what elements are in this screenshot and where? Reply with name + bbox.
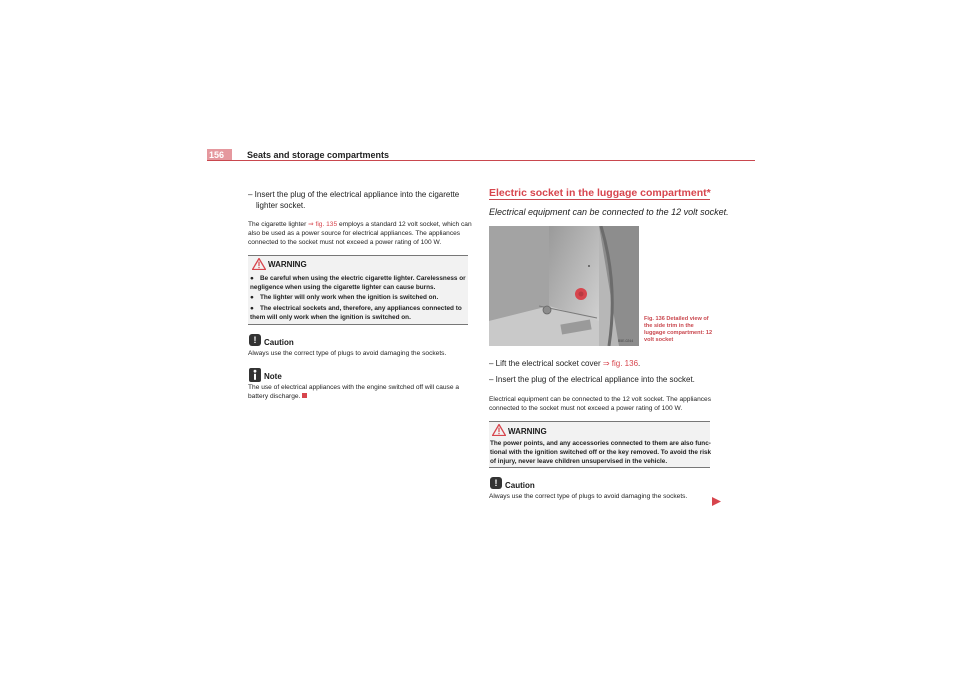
note-heading: Note (264, 372, 282, 381)
warning-item-1-text: Be careful when using the electric cigarette lighter. Carelessness or (260, 275, 466, 282)
warning-triangle-icon (252, 257, 266, 275)
warning-item-2-text: The lighter will only work when the ignition is switched on. (260, 294, 439, 301)
caution-heading-right: Caution (505, 481, 535, 490)
caution-icon: ! (249, 334, 261, 346)
fig-caption-line-4: volt socket (644, 337, 674, 343)
note-text-b: battery discharge. (248, 393, 301, 400)
figure-caption (644, 316, 716, 344)
warning-heading-left: WARNING (268, 260, 307, 269)
fig-caption-line-1: Fig. 136 Detailed view of (644, 316, 709, 322)
warning-triangle-icon-right (492, 423, 506, 441)
caution-text-left: Always use the correct type of plugs to avoid damaging the sockets. (248, 350, 447, 357)
socket-illustration (489, 226, 639, 346)
para-text-d: connected to the socket must not exceed a power rating of 100 W. (248, 239, 442, 246)
step-insert-plug-cont: lighter socket. (256, 201, 306, 210)
continue-arrow-icon[interactable] (712, 493, 721, 511)
step-lift-cover-text: – Lift the electrical socket cover (489, 359, 601, 368)
fig-caption-line-3: luggage compartment: 12 (644, 330, 713, 336)
warning-right-line-b: tional with the ignition switched off or the key removed. To avoid the risk (490, 449, 712, 456)
warning-item-3: ● The electrical sockets and, therefore, any appliances connected to (250, 305, 462, 312)
fig-135-link[interactable]: ⇒ fig. 135 (308, 221, 338, 228)
note-text-b-line (248, 392, 307, 401)
warning-item-3-cont: them will only work when the ignition is switched on. (250, 314, 411, 321)
warning-heading-right: WARNING (508, 427, 547, 436)
caution-text-right: Always use the correct type of plugs to avoid damaging the sockets. (489, 493, 688, 500)
caution-icon-right: ! (490, 477, 502, 489)
step-lift-cover (489, 358, 640, 369)
section-subtitle: Electrical equipment can be connected to the 12 volt socket. (489, 207, 729, 217)
paragraph-cigarette-lighter (248, 220, 488, 229)
warning-right-line-c: of injury, never leave children unsupervised in the vehicle. (490, 458, 668, 465)
para-text-c: also be used as a power source for electrical appliances. The appliances (248, 230, 461, 237)
warning-item-1: ● Be careful when using the electric cigarette lighter. Carelessness or (250, 275, 466, 282)
step-insert-plug: – Insert the plug of the electrical appliance into the cigarette (248, 190, 460, 199)
end-of-section-mark (302, 393, 307, 398)
para-text-a: The cigarette lighter (248, 221, 307, 228)
caution-heading-left: Caution (264, 338, 294, 347)
page-header-title: Seats and storage compartments (247, 150, 390, 160)
note-icon (249, 368, 261, 382)
step-lift-cover-end: . (638, 359, 641, 368)
fig-136-link[interactable]: ⇒ fig. 136 (602, 359, 639, 368)
warning-item-3-text: The electrical sockets and, therefore, any appliances connected to (260, 305, 462, 312)
fig-caption-line-2: the side trim in the (644, 323, 694, 329)
warning-right-line-a: The power points, and any accessories connected to them are also func- (490, 440, 711, 447)
warning-item-1-cont: negligence when using the cigarette lighter can cause burns. (250, 284, 436, 291)
para-right-a: Electrical equipment can be connected to the 12 volt socket. The appliances (489, 396, 712, 403)
para-text-b: employs a standard 12 volt socket, which can (338, 221, 472, 228)
note-text-a: The use of electrical appliances with the engine switched off will cause a (248, 384, 459, 391)
section-divider (489, 199, 710, 200)
step-insert-plug-right: – Insert the plug of the electrical appliance into the socket. (489, 375, 695, 384)
para-right-b: connected to the socket must not exceed a power rating of 100 W. (489, 405, 683, 412)
section-title: Electric socket in the luggage compartment* (489, 187, 711, 199)
warning-item-2: ● The lighter will only work when the ignition is switched on. (250, 294, 439, 301)
figure-code: B5E-0244 (618, 339, 634, 343)
page-number: 156 (209, 150, 225, 160)
figure-luggage-socket (489, 226, 639, 346)
header-divider (207, 160, 755, 161)
